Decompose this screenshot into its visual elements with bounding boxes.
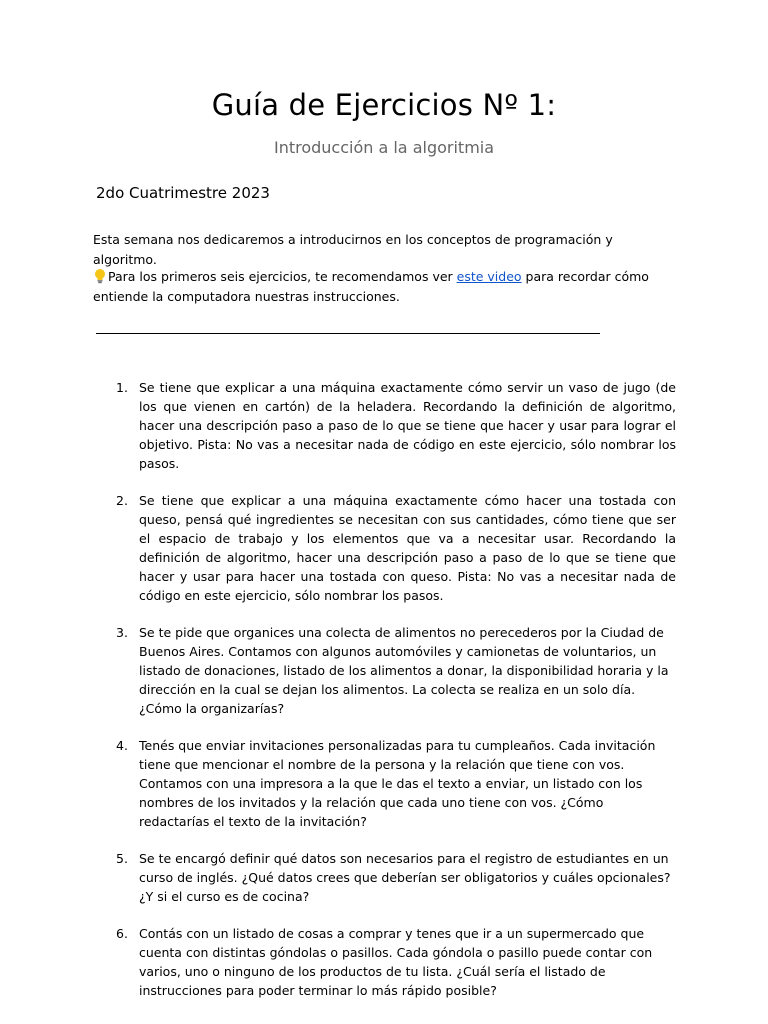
- video-link[interactable]: este video: [456, 269, 522, 284]
- exercise-number: 1.: [116, 380, 128, 395]
- exercise-number: 5.: [116, 851, 128, 866]
- page-title: Guía de Ejercicios Nº 1:: [211, 88, 557, 122]
- exercise-item: [112, 924, 676, 1000]
- exercise-item: [112, 623, 676, 718]
- tip-paragraph: [93, 267, 653, 306]
- exercise-item: [112, 378, 676, 473]
- exercise-text: Tenés que enviar invitaciones personalizadas para tu cumpleaños. Cada invitación tiene que mencionar el nombre de la persona y la relación que tiene con vos. Contamos con una impresora a la que le das el texto a enviar, un listado con los nombres de los invitados y la relación que cada uno tiene con vos. ¿Cómo redactarías el texto de la invitación?: [139, 738, 656, 829]
- exercise-number: 4.: [116, 738, 128, 753]
- exercise-item: [112, 736, 676, 831]
- intro-paragraph: Esta semana nos dedicaremos a introducirnos en los conceptos de programación y algoritmo.: [93, 232, 613, 267]
- exercise-number: 3.: [116, 625, 128, 640]
- tip-text-after: para recordar cómo entiende la computadora nuestras instrucciones.: [93, 269, 649, 304]
- exercise-text: Se te encargó definir qué datos son necesarios para el registro de estudiantes en un curso de inglés. ¿Qué datos crees que deberían ser obligatorios y cuáles opcionales? ¿Y si el curso es de cocina?: [139, 851, 671, 904]
- exercise-item: [112, 491, 676, 605]
- exercise-list: [112, 378, 676, 1018]
- section-divider: [96, 333, 600, 334]
- term-label: 2do Cuatrimestre 2023: [96, 184, 270, 202]
- exercise-text: Se tiene que explicar a una máquina exactamente cómo servir un vaso de jugo (de los que vienen en cartón) de la heladera. Recordando la definición de algoritmo, hacer una descripción paso a paso de lo que se tiene que hacer y usar para lograr el objetivo. Pista: No vas a necesitar nada de código en este ejercicio, sólo nombrar los pasos.: [139, 380, 676, 471]
- exercise-item: [112, 849, 676, 906]
- exercise-text: Se tiene que explicar a una máquina exactamente cómo hacer una tostada con queso, pensá qué ingredientes se necesitan con sus cantidades, cómo tiene que ser el espacio de trabajo y los elementos que va a necesitar usar. Recordando la definición de algoritmo, hacer una descripción paso a paso de lo que se tiene que hacer y usar para hacer una tostada con queso. Pista: No vas a necesitar nada de código en este ejercicio, sólo nombrar los pasos.: [139, 493, 676, 603]
- lightbulb-icon: [93, 268, 107, 284]
- exercise-number: 2.: [116, 493, 128, 508]
- exercise-text: Contás con un listado de cosas a comprar y tenes que ir a un supermercado que cuenta con distintas góndolas o pasillos. Cada góndola o pasillo puede contar con varios, uno o ninguno de los productos de tu lista. ¿Cuál sería el listado de instrucciones para poder terminar lo más rápido posible?: [139, 926, 653, 998]
- exercise-text: Se te pide que organices una colecta de alimentos no perecederos por la Ciudad de Buenos Aires. Contamos con algunos automóviles y camionetas de voluntarios, un listado de donaciones, listado de los alimentos a donar, la disponibilidad horaria y la dirección en la cual se dejan los alimentos. La colecta se realiza en un solo día. ¿Cómo la organizarías?: [139, 625, 669, 716]
- exercise-number: 6.: [116, 926, 128, 941]
- page-subtitle: Introducción a la algoritmia: [273, 138, 495, 157]
- tip-text-before: Para los primeros seis ejercicios, te recomendamos ver: [108, 269, 457, 284]
